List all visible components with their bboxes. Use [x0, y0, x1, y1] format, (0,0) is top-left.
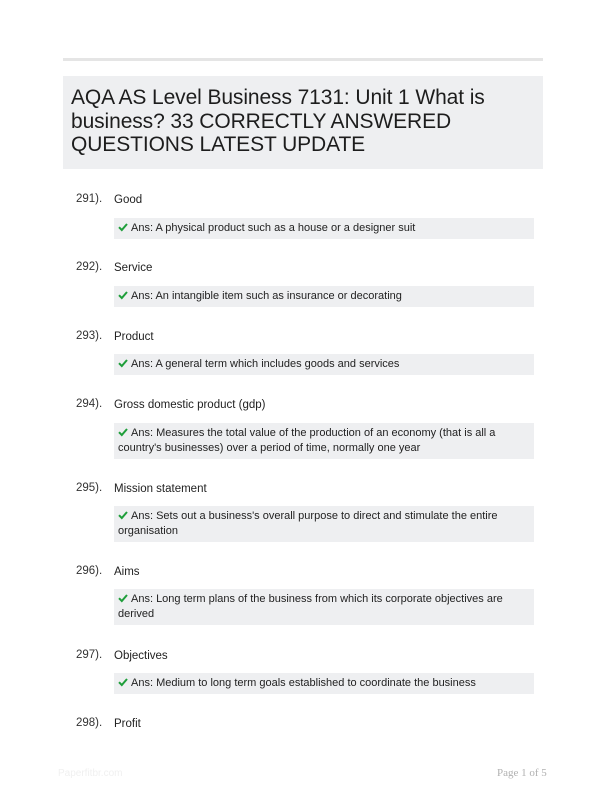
question-number: 295).	[76, 482, 103, 494]
question-text: Objectives	[114, 650, 168, 662]
page-indicator: Page 1 of 5	[497, 767, 547, 779]
check-icon	[118, 510, 128, 520]
answer-box	[114, 354, 534, 375]
check-icon	[118, 290, 128, 300]
footer-watermark: Paperfitbr.com	[58, 768, 123, 779]
question-text: Mission statement	[114, 483, 207, 495]
answer-box	[114, 218, 534, 239]
question-number: 298).	[76, 717, 103, 729]
answer-text: Ans: Medium to long term goals established to coordinate the business	[131, 677, 476, 689]
answer-text: Ans: A physical product such as a house or a designer suit	[131, 222, 416, 234]
check-icon	[118, 358, 128, 368]
question-text: Gross domestic product (gdp)	[114, 399, 266, 411]
answer-box	[114, 589, 534, 625]
top-divider	[63, 58, 543, 61]
question-number: 291).	[76, 193, 103, 205]
question-text: Good	[114, 194, 143, 206]
check-icon	[118, 222, 128, 232]
question-text: Product	[114, 331, 154, 343]
check-icon	[118, 427, 128, 437]
question-text: Profit	[114, 718, 141, 730]
answer-text: Ans: Sets out a business's overall purpose to direct and stimulate the entire organisation	[118, 510, 498, 537]
answer-text: Ans: Long term plans of the business from which its corporate objectives are derived	[118, 593, 503, 620]
question-number: 297).	[76, 649, 103, 661]
question-number: 293).	[76, 330, 103, 342]
question-number: 292).	[76, 261, 103, 273]
check-icon	[118, 677, 128, 687]
question-text: Aims	[114, 566, 140, 578]
answer-text: Ans: A general term which includes goods and services	[131, 358, 400, 370]
answer-box	[114, 286, 534, 307]
answer-box	[114, 673, 534, 694]
answer-box	[114, 423, 534, 459]
answer-text: Ans: An intangible item such as insurance or decorating	[131, 290, 402, 302]
check-icon	[118, 593, 128, 603]
answer-text: Ans: Measures the total value of the production of an economy (that is all a country's businesses) over a period of time, normally one year	[118, 427, 496, 454]
question-number: 294).	[76, 398, 103, 410]
document-title: AQA AS Level Business 7131: Unit 1 What is business? 33 CORRECTLY ANSWERED QUESTIONS LATEST UPDATE	[71, 86, 485, 156]
answer-box	[114, 506, 534, 542]
title-box	[63, 76, 543, 169]
question-number: 296).	[76, 565, 103, 577]
question-text: Service	[114, 262, 153, 274]
